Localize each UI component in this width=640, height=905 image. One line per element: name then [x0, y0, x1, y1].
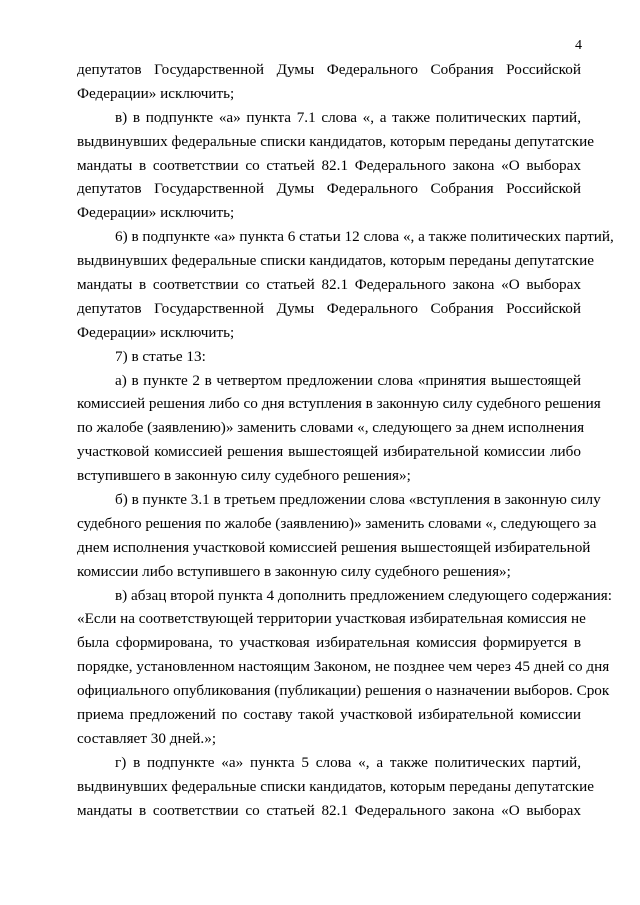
text-line: депутатов Государственной Думы Федерального Собрания Российской [77, 180, 581, 198]
text-line: официального опубликования (публикации) решения о назначении выборов. Срок [77, 682, 610, 700]
text-line: по жалобе (заявлению)» заменить словами «, следующего за днем исполнения [77, 419, 585, 437]
text-line: Федерации» исключить; [77, 84, 235, 102]
text-line: б) в пункте 3.1 в третьем предложении слова «вступления в законную силу [115, 491, 601, 509]
paragraph-item-7b [77, 488, 601, 584]
text-line: порядке, установленном настоящим Законом, не позднее чем через 45 дней со дня [77, 658, 610, 676]
text-line: вступившего в законную силу судебного решения»; [77, 467, 411, 485]
text-line: «Если на соответствующей территории участковая избирательная комиссия не [77, 610, 586, 628]
text-line: комиссии либо вступившего в законную силу судебного решения»; [77, 562, 511, 580]
text-line: в) в подпункте «а» пункта 7.1 слова «, а также политических партий, [115, 108, 581, 126]
text-line: Федерации» исключить; [77, 204, 235, 222]
paragraph-item-7a [77, 369, 601, 488]
text-line: г) в подпункте «а» пункта 5 слова «, а также политических партий, [115, 753, 581, 771]
text-line: депутатов Государственной Думы Федерального Собрания Российской [77, 61, 581, 78]
document-body [77, 58, 614, 823]
text-line: выдвинувших федеральные списки кандидатов, которым переданы депутатские [77, 252, 594, 270]
paragraph-continuation [77, 58, 581, 106]
text-line: днем исполнения участковой комиссией решения вышестоящей избирательной [77, 538, 591, 556]
text-line: комиссией решения либо со дня вступления в законную силу судебного решения [77, 395, 601, 413]
text-line: 6) в подпункте «а» пункта 6 статьи 12 слова «, а также политических партий, [115, 228, 614, 246]
text-line: в) абзац второй пункта 4 дополнить предложением следующего содержания: [115, 586, 612, 604]
text-line: приема предложений по составу такой участковой избирательной комиссии [77, 706, 581, 724]
text-line: мандаты в соответствии со статьей 82.1 Федерального закона «О выборах [77, 801, 581, 819]
paragraph-item-v [77, 106, 594, 225]
text-line: выдвинувших федеральные списки кандидатов, которым переданы депутатские [77, 132, 594, 150]
text-line: участковой комиссией решения вышестоящей избирательной комиссии либо [77, 443, 581, 461]
text-line: мандаты в соответствии со статьей 82.1 Федерального закона «О выборах [77, 156, 581, 174]
text-line: мандаты в соответствии со статьей 82.1 Федерального закона «О выборах [77, 276, 581, 294]
text-line: депутатов Государственной Думы Федерального Собрания Российской [77, 299, 581, 317]
paragraph-item-7v [77, 584, 612, 751]
paragraph-item-7g [77, 751, 594, 823]
text-line: выдвинувших федеральные списки кандидатов, которым переданы депутатские [77, 777, 594, 795]
page-number: 4 [575, 38, 582, 53]
text-line: была сформирована, то участковая избирательная комиссия формируется в [77, 634, 581, 652]
text-line: 7) в статье 13: [115, 347, 206, 365]
text-line: а) в пункте 2 в четвертом предложении слова «принятия вышестоящей [115, 371, 581, 389]
text-line: судебного решения по жалобе (заявлению)» заменить словами «, следующего за [77, 514, 597, 532]
paragraph-item-7 [77, 345, 581, 369]
text-line: Федерации» исключить; [77, 323, 235, 341]
paragraph-item-6 [77, 225, 614, 344]
text-line: составляет 30 дней.»; [77, 729, 217, 747]
